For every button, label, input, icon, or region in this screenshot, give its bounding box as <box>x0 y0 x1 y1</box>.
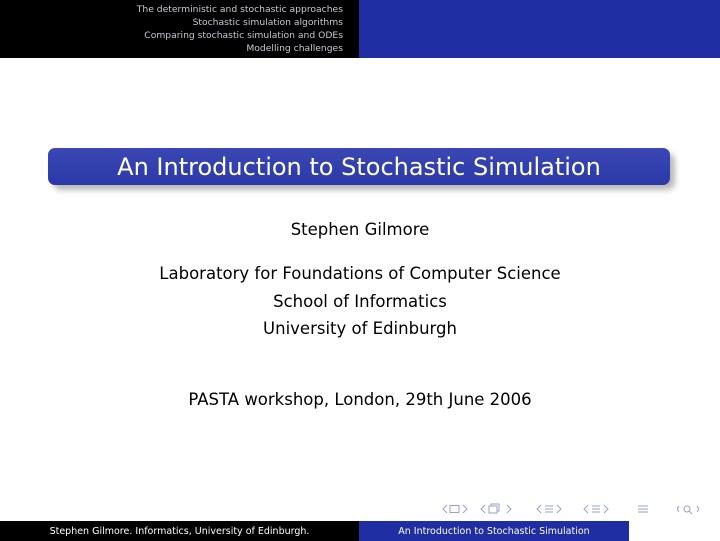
section-link-modelling-challenges[interactable]: Modelling challenges <box>246 43 343 54</box>
section-link-comparing-odes[interactable]: Comparing stochastic simulation and ODEs <box>144 30 343 41</box>
subsection-icon <box>535 502 563 516</box>
event-line: PASTA workshop, London, 29th June 2006 <box>188 390 532 409</box>
header-blue-panel <box>359 0 720 58</box>
title-box <box>48 148 670 185</box>
slide-title: An Introduction to Stochastic Simulation <box>117 152 601 181</box>
left-arrow-icon <box>441 502 469 516</box>
footer <box>0 521 720 541</box>
section-link-stochastic-algorithms[interactable]: Stochastic simulation algorithms <box>192 17 343 28</box>
nav-slide-back[interactable] <box>441 501 469 517</box>
header-navigation <box>0 0 720 58</box>
footer-page-area <box>629 521 720 541</box>
footer-author: Stephen Gilmore. Informatics, University of Edinburgh. <box>0 521 359 541</box>
navigation-symbols <box>0 501 720 517</box>
affiliation-lab: Laboratory for Foundations of Computer Science <box>159 264 561 283</box>
section-list <box>0 0 359 58</box>
nav-align[interactable] <box>637 501 649 517</box>
author-name: Stephen Gilmore <box>290 220 430 239</box>
frame-icon <box>479 502 513 516</box>
nav-section[interactable] <box>582 501 610 517</box>
section-link-deterministic-stochastic[interactable]: The deterministic and stochastic approaches <box>136 4 343 15</box>
affiliation-school: School of Informatics <box>273 292 447 311</box>
section-icon <box>582 502 610 516</box>
footer-title: An Introduction to Stochastic Simulation <box>359 521 629 541</box>
affiliation-university: University of Edinburgh <box>263 319 457 338</box>
align-icon <box>637 502 649 516</box>
nav-frame[interactable] <box>479 501 513 517</box>
search-icon <box>675 502 703 516</box>
nav-search[interactable] <box>675 501 703 517</box>
nav-subsection[interactable] <box>535 501 563 517</box>
